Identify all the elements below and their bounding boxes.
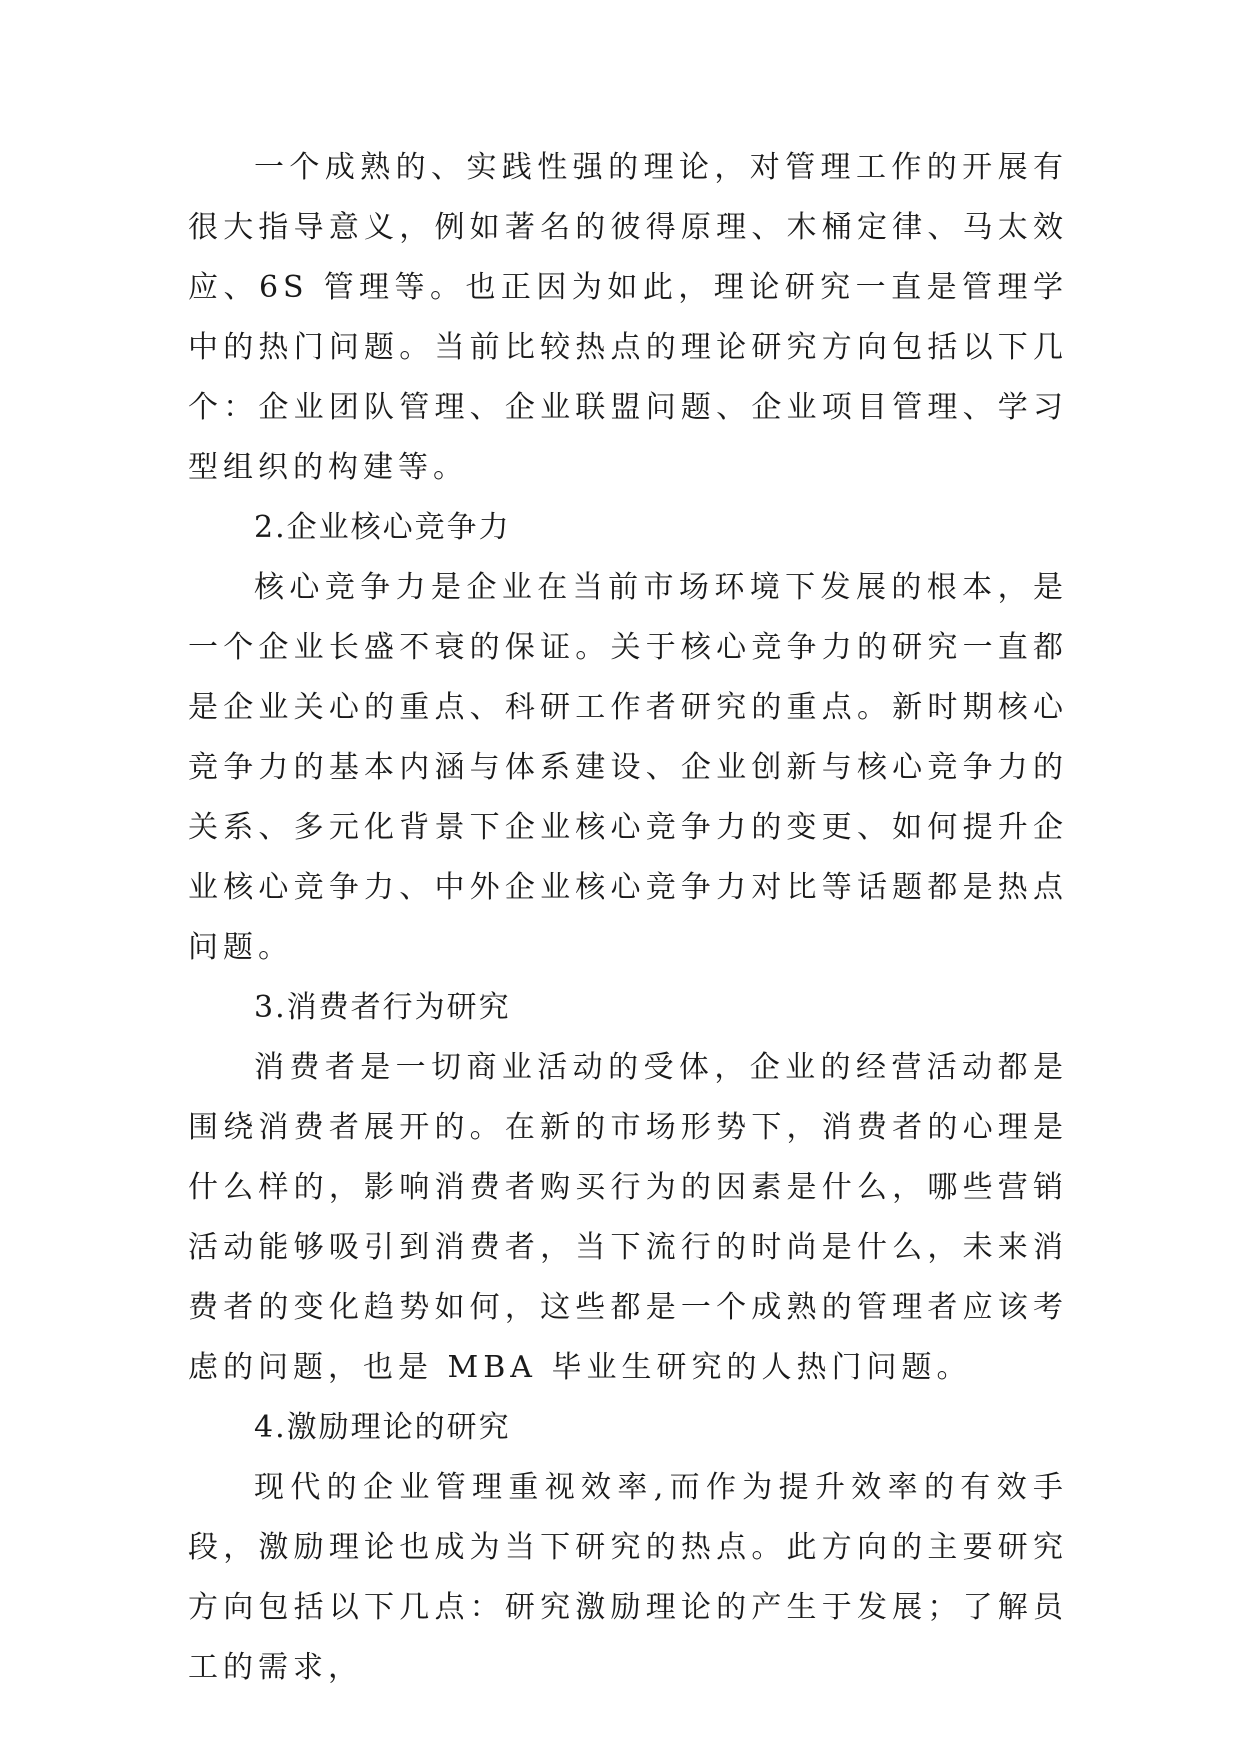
document-body: [188, 138, 1068, 1698]
paragraph-core-competitiveness: 核心竞争力是企业在当前市场环境下发展的根本，是一个企业长盛不衰的保证。关于核心竞争力的研究一直都是企业关心的重点、科研工作者研究的重点。新时期核心竞争力的基本内涵与体系建设、企业创新与核心竞争力的关系、多元化背景下企业核心竞争力的变更、如何提升企业核心竞争力、中外企业核心竞争力对比等话题都是热点问题。: [188, 570, 1068, 965]
paragraph-theory-research: 一个成熟的、实践性强的理论，对管理工作的开展有很大指导意义，例如著名的彼得原理、木桶定律、马太效应、6S 管理等。也正因为如此，理论研究一直是管理学中的热门问题。当前比较热点的理论研究方向包括以下几个：企业团队管理、企业联盟问题、企业项目管理、学习型组织的构建等。: [188, 150, 1068, 485]
paragraph-consumer-behavior: 消费者是一切商业活动的受体，企业的经营活动都是围绕消费者展开的。在新的市场形势下，消费者的心理是什么样的，影响消费者购买行为的因素是什么，哪些营销活动能够吸引到消费者，当下流行的时尚是什么，未来消费者的变化趋势如何，这些都是一个成熟的管理者应该考虑的问题，也是 MBA 毕业生研究的人热门问题。: [188, 1050, 1068, 1385]
section-heading-incentive-theory: 4.激励理论的研究: [254, 1410, 511, 1445]
section-heading-consumer-behavior: 3.消费者行为研究: [254, 990, 511, 1025]
section-heading-core-competitiveness: 2.企业核心竞争力: [254, 510, 511, 545]
paragraph-incentive-theory: 现代的企业管理重视效率,而作为提升效率的有效手段，激励理论也成为当下研究的热点。此方向的主要研究方向包括以下几点：研究激励理论的产生于发展；了解员工的需求，: [188, 1470, 1068, 1685]
